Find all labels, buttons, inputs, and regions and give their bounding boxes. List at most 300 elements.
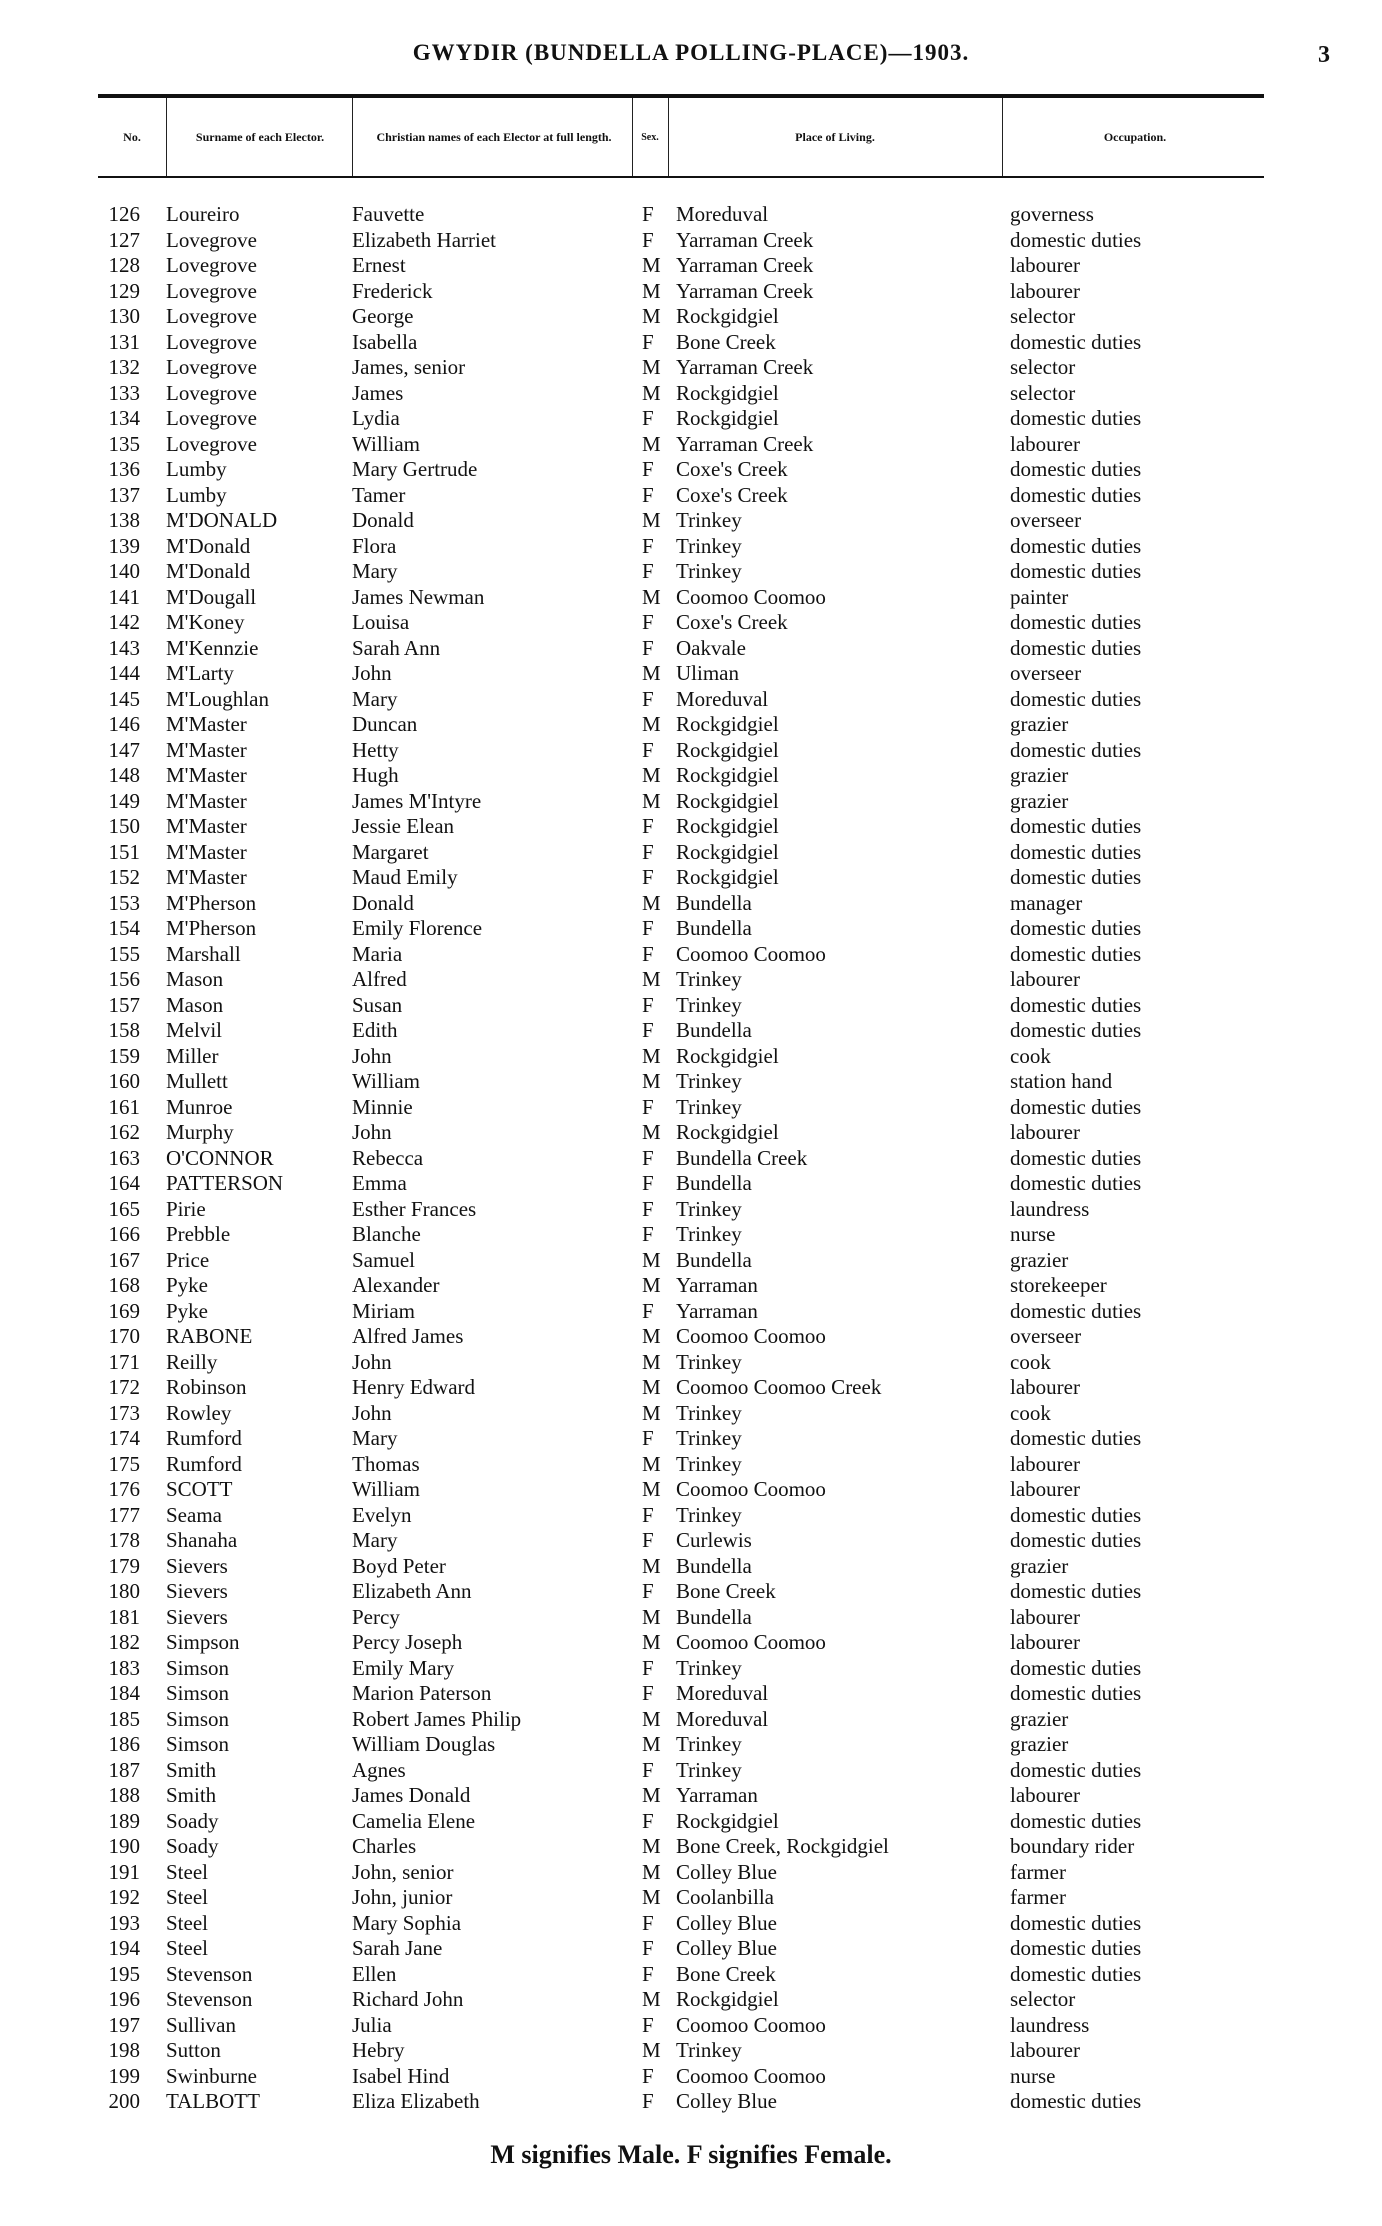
christian-names-cell: Henry Edward xyxy=(352,1375,476,1399)
column-divider xyxy=(632,98,633,178)
place-of-living-cell: Trinkey xyxy=(676,1757,742,1782)
sex-cell: F xyxy=(642,1961,654,1986)
table-row xyxy=(0,661,1382,687)
christian-names-cell: Maud Emily xyxy=(352,865,458,889)
sex-cell: F xyxy=(642,737,654,762)
surname-cell: M'DONALD xyxy=(166,508,278,532)
column-divider xyxy=(668,98,669,178)
surname-cell: M'Master xyxy=(166,788,247,813)
sex-cell: F xyxy=(642,406,654,430)
place-of-living-cell: Yarraman Creek xyxy=(676,431,814,456)
surname-cell: RABONE xyxy=(166,1324,253,1348)
table-row xyxy=(0,1477,1382,1503)
surname-cell: Lovegrove xyxy=(166,253,257,277)
table-row xyxy=(0,1375,1382,1401)
sex-cell: M xyxy=(642,1732,661,1756)
place-of-living-cell: Rockgidgiel xyxy=(676,304,779,328)
row-number: 142 xyxy=(108,610,140,634)
surname-cell: M'Master xyxy=(166,865,247,889)
row-number: 176 xyxy=(108,1477,140,1501)
table-row xyxy=(0,559,1382,585)
surname-cell: M'Kennzie xyxy=(166,635,259,660)
occupation-cell: grazier xyxy=(1010,712,1069,736)
table-row xyxy=(0,1044,1382,1070)
surname-cell: Mullett xyxy=(166,1069,228,1093)
place-of-living-cell: Coxe's Creek xyxy=(676,482,788,507)
table-row xyxy=(0,1630,1382,1656)
christian-names-cell: Hugh xyxy=(352,763,399,787)
place-of-living-cell: Trinkey xyxy=(676,1732,742,1756)
place-of-living-cell: Yarraman Creek xyxy=(676,227,814,252)
sex-cell: F xyxy=(642,1018,654,1042)
row-number: 128 xyxy=(108,253,140,277)
occupation-cell: domestic duties xyxy=(1010,686,1142,711)
occupation-cell: selector xyxy=(1010,1987,1076,2011)
place-of-living-cell: Bundella xyxy=(676,1018,752,1042)
place-of-living-cell: Rockgidgiel xyxy=(676,788,779,813)
page-number: 3 xyxy=(1318,42,1330,68)
table-row xyxy=(0,1987,1382,2013)
sex-cell: F xyxy=(642,202,654,226)
column-header-christian-names: Christian names of each Elector at full length. xyxy=(376,129,612,144)
table-row xyxy=(0,508,1382,534)
row-number: 184 xyxy=(108,1681,140,1705)
occupation-cell: domestic duties xyxy=(1010,865,1142,889)
row-number: 185 xyxy=(108,1706,140,1731)
table-row xyxy=(0,1452,1382,1478)
christian-names-cell: Fauvette xyxy=(352,202,425,226)
christian-names-cell: Emma xyxy=(352,1171,407,1195)
row-number: 146 xyxy=(108,712,140,736)
sex-cell: M xyxy=(642,1604,661,1629)
occupation-cell: laundress xyxy=(1010,2012,1090,2037)
surname-cell: M'Pherson xyxy=(166,890,257,915)
table-row xyxy=(0,865,1382,891)
occupation-cell: domestic duties xyxy=(1010,839,1142,864)
surname-cell: Simson xyxy=(166,1706,230,1731)
occupation-cell: storekeeper xyxy=(1010,1273,1107,1297)
occupation-cell: laundress xyxy=(1010,1196,1090,1221)
place-of-living-cell: Oakvale xyxy=(676,635,746,660)
occupation-cell: grazier xyxy=(1010,788,1069,813)
row-number: 188 xyxy=(108,1783,140,1807)
christian-names-cell: Maria xyxy=(352,941,403,966)
surname-cell: M'Donald xyxy=(166,533,251,558)
place-of-living-cell: Trinkey xyxy=(676,1502,742,1527)
place-of-living-cell: Trinkey xyxy=(676,992,742,1017)
surname-cell: Lovegrove xyxy=(166,278,257,303)
table-row xyxy=(0,381,1382,407)
surname-cell: Lovegrove xyxy=(166,406,257,430)
occupation-cell: labourer xyxy=(1010,1783,1080,1807)
place-of-living-cell: Rockgidgiel xyxy=(676,865,779,889)
table-row xyxy=(0,1299,1382,1325)
sex-cell: F xyxy=(642,1757,654,1782)
sex-cell: F xyxy=(642,1196,654,1221)
place-of-living-cell: Coolanbilla xyxy=(676,1885,774,1909)
christian-names-cell: Esther Frances xyxy=(352,1196,477,1221)
sex-cell: M xyxy=(642,967,661,991)
place-of-living-cell: Rockgidgiel xyxy=(676,1987,779,2011)
christian-names-cell: Mary xyxy=(352,559,398,583)
table-row xyxy=(0,228,1382,254)
christian-names-cell: Robert James Philip xyxy=(352,1706,522,1731)
column-header-no: No. xyxy=(123,129,141,144)
place-of-living-cell: Coomoo Coomoo xyxy=(676,584,826,609)
sex-cell: F xyxy=(642,1655,654,1680)
surname-cell: Soady xyxy=(166,1808,219,1833)
sex-cell: F xyxy=(642,814,654,838)
place-of-living-cell: Bundella xyxy=(676,1553,752,1578)
occupation-cell: domestic duties xyxy=(1010,533,1142,558)
occupation-cell: nurse xyxy=(1010,2063,1056,2088)
surname-cell: Munroe xyxy=(166,1094,233,1119)
sex-cell: M xyxy=(642,1783,661,1807)
christian-names-cell: John, senior xyxy=(352,1859,454,1884)
place-of-living-cell: Trinkey xyxy=(676,1349,742,1374)
occupation-cell: domestic duties xyxy=(1010,1171,1142,1195)
table-row xyxy=(0,1426,1382,1452)
sex-cell: F xyxy=(642,1502,654,1527)
sex-cell: M xyxy=(642,1247,661,1272)
occupation-cell: farmer xyxy=(1010,1885,1066,1909)
row-number: 171 xyxy=(108,1349,140,1374)
surname-cell: Sievers xyxy=(166,1553,228,1578)
column-header-place: Place of Living. xyxy=(795,129,875,144)
christian-names-cell: James Donald xyxy=(352,1783,471,1807)
surname-cell: Lovegrove xyxy=(166,227,257,252)
occupation-cell: station hand xyxy=(1010,1069,1113,1093)
table-row xyxy=(0,1834,1382,1860)
sex-cell: F xyxy=(642,482,654,507)
place-of-living-cell: Rockgidgiel xyxy=(676,1043,779,1068)
surname-cell: Stevenson xyxy=(166,1987,253,2011)
sex-cell: M xyxy=(642,1400,661,1425)
sex-cell: M xyxy=(642,253,661,277)
row-number: 192 xyxy=(108,1885,140,1909)
sex-cell: M xyxy=(642,1553,661,1578)
christian-names-cell: Duncan xyxy=(352,712,418,736)
christian-names-cell: Isabel Hind xyxy=(352,2063,450,2088)
christian-names-cell: Minnie xyxy=(352,1094,413,1119)
christian-names-cell: Ernest xyxy=(352,253,406,277)
sex-cell: M xyxy=(642,661,661,685)
occupation-cell: labourer xyxy=(1010,1630,1080,1654)
surname-cell: M'Koney xyxy=(166,610,245,634)
surname-cell: Miller xyxy=(166,1043,219,1068)
row-number: 131 xyxy=(108,329,140,354)
place-of-living-cell: Coomoo Coomoo xyxy=(676,941,826,966)
sex-cell: M xyxy=(642,355,661,379)
place-of-living-cell: Curlewis xyxy=(676,1528,752,1552)
column-header-sex: Sex. xyxy=(641,131,659,143)
occupation-cell: labourer xyxy=(1010,1604,1080,1629)
table-row xyxy=(0,712,1382,738)
row-number: 140 xyxy=(108,559,140,583)
sex-cell: M xyxy=(642,508,661,532)
table-row xyxy=(0,585,1382,611)
occupation-cell: overseer xyxy=(1010,508,1082,532)
sex-cell: F xyxy=(642,1426,654,1450)
sex-cell: F xyxy=(642,839,654,864)
sex-cell: M xyxy=(642,1273,661,1297)
occupation-cell: domestic duties xyxy=(1010,1681,1142,1705)
surname-cell: Lovegrove xyxy=(166,355,257,379)
sex-cell: M xyxy=(642,1477,661,1501)
place-of-living-cell: Rockgidgiel xyxy=(676,712,779,736)
table-row xyxy=(0,1401,1382,1427)
sex-legend-footer: M signifies Male. F signifies Female. xyxy=(490,2140,892,2169)
row-number: 151 xyxy=(108,839,140,864)
column-divider xyxy=(1002,98,1003,178)
row-number: 170 xyxy=(108,1324,140,1348)
place-of-living-cell: Coomoo Coomoo xyxy=(676,2063,826,2088)
occupation-cell: domestic duties xyxy=(1010,941,1142,966)
surname-cell: Prebble xyxy=(166,1222,231,1246)
place-of-living-cell: Trinkey xyxy=(676,967,742,991)
sex-cell: F xyxy=(642,1910,654,1935)
sex-cell: M xyxy=(642,1885,661,1909)
table-row xyxy=(0,1579,1382,1605)
table-row xyxy=(0,330,1382,356)
occupation-cell: farmer xyxy=(1010,1859,1066,1884)
surname-cell: Pirie xyxy=(166,1196,206,1221)
surname-cell: Rumford xyxy=(166,1426,242,1450)
place-of-living-cell: Trinkey xyxy=(676,1094,742,1119)
occupation-cell: domestic duties xyxy=(1010,406,1142,430)
row-number: 174 xyxy=(108,1426,140,1450)
christian-names-cell: Mary xyxy=(352,686,398,711)
christian-names-cell: George xyxy=(352,304,414,328)
sex-cell: F xyxy=(642,916,654,940)
occupation-cell: labourer xyxy=(1010,431,1080,456)
table-row xyxy=(0,1018,1382,1044)
place-of-living-cell: Bone Creek xyxy=(676,329,776,354)
column-divider xyxy=(166,98,167,178)
sex-cell: F xyxy=(642,2089,654,2113)
christian-names-cell: John xyxy=(352,661,392,685)
place-of-living-cell: Trinkey xyxy=(676,1451,742,1476)
occupation-cell: labourer xyxy=(1010,967,1080,991)
sex-cell: F xyxy=(642,533,654,558)
occupation-cell: domestic duties xyxy=(1010,1426,1142,1450)
christian-names-cell: William xyxy=(352,431,420,456)
row-number: 130 xyxy=(108,304,140,328)
surname-cell: Lumby xyxy=(166,482,227,507)
row-number: 133 xyxy=(108,380,140,405)
christian-names-cell: Louisa xyxy=(352,610,410,634)
place-of-living-cell: Moreduval xyxy=(676,686,769,711)
row-number: 138 xyxy=(108,508,140,532)
table-row xyxy=(0,1503,1382,1529)
occupation-cell: labourer xyxy=(1010,1375,1080,1399)
christian-names-cell: William Douglas xyxy=(352,1732,496,1756)
christian-names-cell: Tamer xyxy=(352,482,406,507)
surname-cell: M'Loughlan xyxy=(166,686,269,711)
occupation-cell: domestic duties xyxy=(1010,482,1142,507)
christian-names-cell: Hebry xyxy=(352,2038,405,2062)
table-row xyxy=(0,457,1382,483)
table-row xyxy=(0,1120,1382,1146)
christian-names-cell: Evelyn xyxy=(352,1502,412,1527)
sex-cell: M xyxy=(642,763,661,787)
occupation-cell: selector xyxy=(1010,304,1076,328)
surname-cell: Robinson xyxy=(166,1375,247,1399)
surname-cell: Rowley xyxy=(166,1400,232,1425)
table-row xyxy=(0,1936,1382,1962)
sex-cell: F xyxy=(642,1808,654,1833)
place-of-living-cell: Colley Blue xyxy=(676,1859,777,1884)
sex-cell: F xyxy=(642,1579,654,1603)
row-number: 139 xyxy=(108,533,140,558)
row-number: 165 xyxy=(108,1196,140,1221)
table-row xyxy=(0,763,1382,789)
christian-names-cell: Mary Sophia xyxy=(352,1910,462,1935)
surname-cell: Melvil xyxy=(166,1018,222,1042)
sex-cell: F xyxy=(642,1298,654,1323)
row-number: 194 xyxy=(108,1936,140,1960)
place-of-living-cell: Trinkey xyxy=(676,508,742,532)
christian-names-cell: Donald xyxy=(352,508,414,532)
table-row xyxy=(0,355,1382,381)
row-number: 141 xyxy=(108,584,140,609)
occupation-cell: domestic duties xyxy=(1010,1655,1142,1680)
table-row xyxy=(0,304,1382,330)
row-number: 189 xyxy=(108,1808,140,1833)
occupation-cell: domestic duties xyxy=(1010,559,1142,583)
surname-cell: M'Master xyxy=(166,712,247,736)
occupation-cell: domestic duties xyxy=(1010,1502,1142,1527)
christian-names-cell: Camelia Elene xyxy=(352,1808,476,1833)
table-row xyxy=(0,1273,1382,1299)
sex-cell: M xyxy=(642,2038,661,2062)
occupation-cell: overseer xyxy=(1010,1324,1082,1348)
occupation-cell: selector xyxy=(1010,380,1076,405)
place-of-living-cell: Uliman xyxy=(676,661,739,685)
row-number: 129 xyxy=(108,278,140,303)
table-row xyxy=(0,483,1382,509)
place-of-living-cell: Rockgidgiel xyxy=(676,1120,779,1144)
row-number: 169 xyxy=(108,1298,140,1323)
row-number: 161 xyxy=(108,1094,140,1119)
table-row xyxy=(0,1809,1382,1835)
row-number: 153 xyxy=(108,890,140,915)
table-row xyxy=(0,840,1382,866)
occupation-cell: labourer xyxy=(1010,253,1080,277)
surname-cell: Lovegrove xyxy=(166,431,257,456)
row-number: 156 xyxy=(108,967,140,991)
sex-cell: M xyxy=(642,380,661,405)
christian-names-cell: Boyd Peter xyxy=(352,1553,446,1578)
occupation-cell: overseer xyxy=(1010,661,1082,685)
surname-cell: Simson xyxy=(166,1732,230,1756)
row-number: 167 xyxy=(108,1247,140,1272)
surname-cell: Smith xyxy=(166,1757,217,1782)
place-of-living-cell: Coomoo Coomoo xyxy=(676,1477,826,1501)
occupation-cell: grazier xyxy=(1010,1247,1069,1272)
table-row xyxy=(0,636,1382,662)
table-row xyxy=(0,253,1382,279)
christian-names-cell: James Newman xyxy=(352,584,485,609)
row-number: 132 xyxy=(108,355,140,379)
place-of-living-cell: Rockgidgiel xyxy=(676,814,779,838)
christian-names-cell: Emily Mary xyxy=(352,1655,455,1680)
occupation-cell: domestic duties xyxy=(1010,1910,1142,1935)
place-of-living-cell: Yarraman xyxy=(676,1298,758,1323)
row-number: 127 xyxy=(108,227,140,252)
row-number: 181 xyxy=(108,1604,140,1629)
sex-cell: F xyxy=(642,1681,654,1705)
surname-cell: Steel xyxy=(166,1910,208,1935)
row-number: 134 xyxy=(108,406,140,430)
surname-cell: M'Master xyxy=(166,737,247,762)
table-row xyxy=(0,1758,1382,1784)
surname-cell: PATTERSON xyxy=(166,1171,284,1195)
christian-names-cell: John xyxy=(352,1120,392,1144)
table-row xyxy=(0,1197,1382,1223)
christian-names-cell: Alexander xyxy=(352,1273,440,1297)
table-row xyxy=(0,687,1382,713)
christian-names-cell: William xyxy=(352,1069,420,1093)
occupation-cell: grazier xyxy=(1010,1553,1069,1578)
table-row xyxy=(0,1171,1382,1197)
surname-cell: Seama xyxy=(166,1502,222,1527)
surname-cell: Reilly xyxy=(166,1349,218,1374)
sex-cell: M xyxy=(642,1324,661,1348)
christian-names-cell: Ellen xyxy=(352,1961,397,1986)
row-number: 136 xyxy=(108,457,140,481)
table-row xyxy=(0,202,1382,228)
place-of-living-cell: Trinkey xyxy=(676,2038,742,2062)
table-row xyxy=(0,967,1382,993)
surname-cell: Steel xyxy=(166,1885,208,1909)
place-of-living-cell: Bundella xyxy=(676,916,752,940)
christian-names-cell: Rebecca xyxy=(352,1145,424,1170)
christian-names-cell: Miriam xyxy=(352,1298,415,1323)
table-row xyxy=(0,610,1382,636)
row-number: 166 xyxy=(108,1222,140,1246)
place-of-living-cell: Coomoo Coomoo Creek xyxy=(676,1375,882,1399)
christian-names-cell: William xyxy=(352,1477,420,1501)
table-row xyxy=(0,2089,1382,2115)
surname-cell: Simson xyxy=(166,1655,230,1680)
place-of-living-cell: Rockgidgiel xyxy=(676,406,779,430)
place-of-living-cell: Colley Blue xyxy=(676,1936,777,1960)
table-row xyxy=(0,916,1382,942)
row-number: 168 xyxy=(108,1273,140,1297)
row-number: 143 xyxy=(108,635,140,660)
table-row xyxy=(0,2064,1382,2090)
place-of-living-cell: Moreduval xyxy=(676,202,769,226)
row-number: 137 xyxy=(108,482,140,507)
christian-names-cell: Thomas xyxy=(352,1451,420,1476)
row-number: 175 xyxy=(108,1451,140,1476)
christian-names-cell: Charles xyxy=(352,1834,417,1858)
row-number: 196 xyxy=(108,1987,140,2011)
row-number: 191 xyxy=(108,1859,140,1884)
surname-cell: Sullivan xyxy=(166,2012,237,2037)
sex-cell: F xyxy=(642,992,654,1017)
occupation-cell: governess xyxy=(1010,202,1094,226)
sex-cell: M xyxy=(642,712,661,736)
surname-cell: Soady xyxy=(166,1834,219,1858)
place-of-living-cell: Rockgidgiel xyxy=(676,737,779,762)
sex-cell: M xyxy=(642,1043,661,1068)
table-row xyxy=(0,1707,1382,1733)
surname-cell: Price xyxy=(166,1247,210,1272)
christian-names-cell: Frederick xyxy=(352,278,433,303)
occupation-cell: labourer xyxy=(1010,1451,1080,1476)
